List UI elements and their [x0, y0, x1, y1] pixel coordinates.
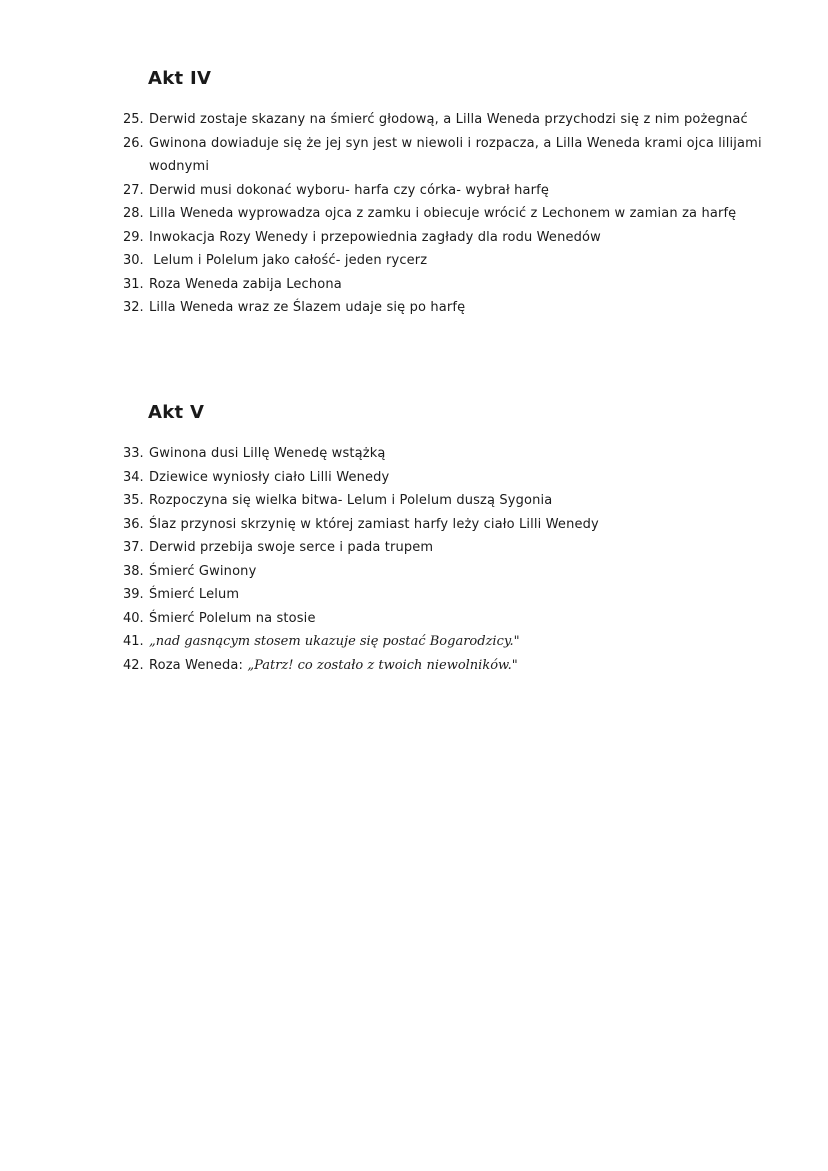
item-text: Śmierć Polelum na stosie	[149, 610, 316, 626]
item-number: 40.	[123, 610, 144, 626]
item-number: 34.	[123, 469, 144, 485]
item-number: 33.	[123, 446, 144, 461]
item-number: 25.	[123, 112, 144, 127]
list-item	[123, 654, 763, 678]
list-item	[123, 607, 763, 631]
list-item	[123, 249, 763, 273]
item-text: Lilla Weneda wraz ze Ślazem udaje się po harfę	[149, 300, 466, 315]
list-item	[123, 179, 763, 203]
list-item	[123, 132, 763, 179]
item-quote: „Patrz! co zostało z twoich niewolników."	[247, 657, 518, 673]
item-text: Dziewice wyniosły ciało Lilli Wenedy	[149, 469, 390, 485]
item-text: Derwid zostaje skazany na śmierć głodową, a Lilla Weneda przychodzi się z nim pożegnać	[149, 112, 748, 127]
item-text: Gwinona dowiaduje się że jej syn jest w niewoli i rozpacza, a Lilla Weneda krami ojca lilijami wodnymi	[149, 135, 762, 174]
list-item	[123, 489, 763, 513]
item-text: Gwinona dusi Lillę Wenedę wstążką	[149, 446, 386, 461]
list-item	[123, 536, 763, 560]
event-list	[123, 108, 763, 320]
event-list	[123, 442, 763, 677]
list-item	[123, 560, 763, 584]
item-number: 41.	[123, 634, 144, 649]
list-item	[123, 296, 763, 320]
item-number: 38.	[123, 563, 144, 579]
item-number: 27.	[123, 182, 144, 198]
item-number: 39.	[123, 587, 144, 602]
act-v-section	[123, 400, 763, 677]
item-number: 28.	[123, 206, 144, 221]
item-text: Śmierć Lelum	[149, 587, 240, 602]
list-item	[123, 513, 763, 537]
list-item	[123, 583, 763, 607]
act-heading: Akt V	[148, 402, 205, 423]
item-number: 36.	[123, 516, 144, 532]
list-item	[123, 202, 763, 226]
item-text: Śmierć Gwinony	[149, 563, 257, 579]
item-number: 26.	[123, 135, 144, 151]
item-number: 29.	[123, 229, 144, 245]
item-text: Ślaz przynosi skrzynię w której zamiast harfy leży ciało Lilli Wenedy	[149, 516, 599, 532]
item-number: 35.	[123, 493, 144, 508]
item-text: Derwid musi dokonać wyboru- harfa czy córka- wybrał harfę	[149, 182, 549, 198]
item-text: Lelum i Polelum jako całość- jeden rycerz	[149, 253, 428, 268]
item-prefix: Roza Weneda:	[149, 657, 248, 673]
item-number: 32.	[123, 300, 144, 315]
item-text	[149, 630, 763, 654]
list-item	[123, 630, 763, 654]
list-item	[123, 108, 763, 132]
item-text: Derwid przebija swoje serce i pada trupem	[149, 540, 434, 555]
item-number: 37.	[123, 540, 144, 555]
list-item	[123, 442, 763, 466]
item-text: Rozpoczyna się wielka bitwa- Lelum i Polelum duszą Sygonia	[149, 493, 553, 508]
item-text: Lilla Weneda wyprowadza ojca z zamku i obiecuje wrócić z Lechonem w zamian za harfę	[149, 206, 737, 221]
item-quote: „nad gasnącym stosem ukazuje się postać Bogarodzicy."	[149, 634, 520, 649]
item-number: 42.	[123, 657, 144, 673]
list-item	[123, 226, 763, 250]
act-iv-section	[123, 66, 763, 320]
list-item	[123, 273, 763, 297]
item-text: Inwokacja Rozy Wenedy i przepowiednia zagłady dla rodu Wenedów	[149, 229, 601, 245]
item-number: 30.	[123, 253, 144, 268]
list-item	[123, 466, 763, 490]
item-text	[149, 654, 763, 678]
item-number: 31.	[123, 276, 144, 292]
act-heading: Akt IV	[148, 68, 212, 89]
item-text: Roza Weneda zabija Lechona	[149, 276, 342, 292]
